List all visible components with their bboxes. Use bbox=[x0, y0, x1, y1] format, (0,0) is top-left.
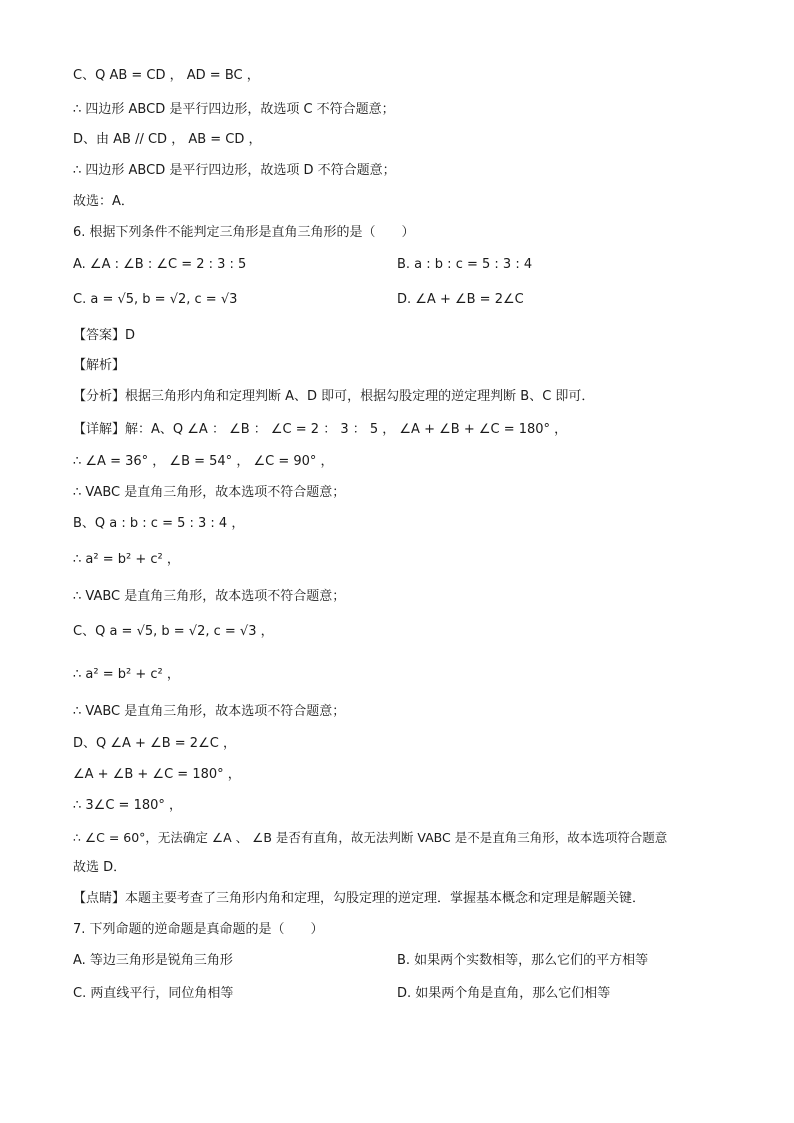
prev-solution-line: D、由 AB // CD ， AB = CD ， bbox=[73, 132, 262, 147]
q6-option-d: D. ∠A + ∠B = 2∠C bbox=[397, 292, 524, 307]
answer-line: 【答案】D bbox=[73, 328, 136, 343]
detail-line: 【详解】解：A、Q ∠A ： ∠B ： ∠C = 2 ： 3 ： 5 ， ∠A + ∠B + ∠C = 180° ， bbox=[73, 422, 568, 437]
detail-line: ∴ a² = b² + c² ， bbox=[73, 667, 180, 682]
detail-line: ∴ 3∠C = 180° ， bbox=[73, 798, 183, 813]
q6-option-a: A. ∠A : ∠B : ∠C = 2 : 3 : 5 bbox=[73, 257, 247, 272]
detail-line: ∠A + ∠B + ∠C = 180° ， bbox=[73, 767, 241, 782]
q7-option-c: C. 两直线平行，同位角相等 bbox=[73, 986, 234, 1001]
detail-line: D、Q ∠A + ∠B = 2∠C ， bbox=[73, 736, 236, 751]
detail-line: ∴ a² = b² + c² ， bbox=[73, 552, 180, 567]
detail-line: ∴ ∠A = 36° ， ∠B = 54° ， ∠C = 90° ， bbox=[73, 454, 334, 469]
detail-line: C、Q a = √5, b = √2, c = √3 ， bbox=[73, 624, 274, 639]
analysis-summary: 【分析】根据三角形内角和定理判断 A、D 即可，根据勾股定理的逆定理判断 B、C 即可． bbox=[73, 389, 595, 404]
key-point-note: 【点睛】本题主要考查了三角形内角和定理，勾股定理的逆定理．掌握基本概念和定理是解题关键． bbox=[73, 891, 646, 906]
q6-option-c: C. a = √5, b = √2, c = √3 bbox=[73, 292, 238, 307]
detail-line: ∴ ∠C = 60°，无法确定 ∠A 、 ∠B 是否有直角，故无法判断 VABC 是不是直角三角形，故本选项符合题意 bbox=[73, 830, 668, 845]
detail-line: 故选 D． bbox=[73, 860, 127, 875]
prev-solution-line: C、Q AB = CD ， AD = BC ， bbox=[73, 68, 260, 83]
prev-solution-line: ∴ 四边形 ABCD 是平行四边形，故选项 D 不符合题意； bbox=[73, 163, 396, 178]
q7-option-d: D. 如果两个角是直角，那么它们相等 bbox=[397, 986, 611, 1001]
question-6-stem: 6. 根据下列条件不能判定三角形是直角三角形的是（ ） bbox=[73, 225, 415, 240]
detail-line: ∴ VABC 是直角三角形，故本选项不符合题意； bbox=[73, 589, 346, 604]
detail-line: ∴ VABC 是直角三角形，故本选项不符合题意； bbox=[73, 704, 346, 719]
analysis-heading: 【解析】 bbox=[73, 358, 126, 373]
q7-option-b: B. 如果两个实数相等，那么它们的平方相等 bbox=[397, 953, 649, 968]
detail-line: B、Q a : b : c = 5 : 3 : 4 ， bbox=[73, 516, 245, 531]
prev-solution-line: ∴ 四边形 ABCD 是平行四边形，故选项 C 不符合题意； bbox=[73, 102, 395, 117]
prev-solution-line: 故选：A． bbox=[73, 194, 134, 209]
q6-option-b: B. a : b : c = 5 : 3 : 4 bbox=[397, 257, 533, 272]
detail-line: ∴ VABC 是直角三角形，故本选项不符合题意； bbox=[73, 485, 346, 500]
question-7-stem: 7. 下列命题的逆命题是真命题的是（ ） bbox=[73, 922, 324, 937]
q7-option-a: A. 等边三角形是锐角三角形 bbox=[73, 953, 233, 968]
